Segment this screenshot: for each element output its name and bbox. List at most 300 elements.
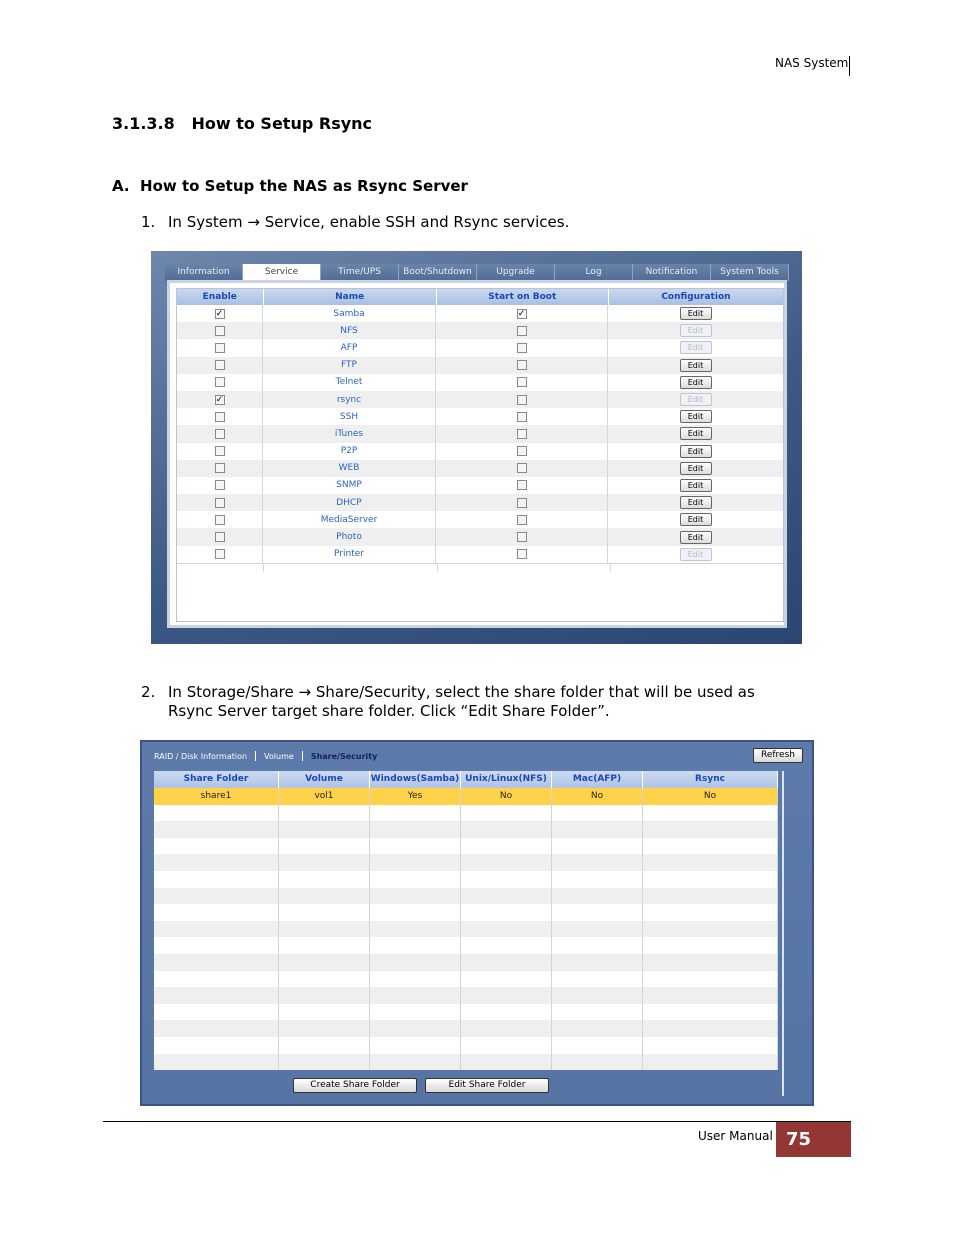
service-rows (177, 305, 783, 563)
service-name[interactable]: Printer (334, 549, 364, 560)
empty-cell (370, 1037, 461, 1054)
empty-cell (461, 871, 552, 888)
start-on-boot-checkbox[interactable] (517, 412, 527, 422)
empty-share-row (154, 1020, 778, 1037)
service-empty-row (177, 563, 783, 572)
service-name[interactable]: Samba (333, 308, 365, 319)
service-name[interactable]: iTunes (334, 428, 364, 439)
service-name[interactable]: P2P (340, 446, 358, 457)
name-cell (263, 425, 436, 442)
share-security-screenshot (140, 740, 814, 1106)
empty-cell (461, 805, 552, 822)
service-name[interactable]: DHCP (336, 497, 362, 508)
empty-cell (552, 821, 643, 838)
empty-cell (552, 987, 643, 1004)
service-name[interactable]: SNMP (336, 480, 362, 491)
empty-share-row (154, 1004, 778, 1021)
step-number: 1. (141, 213, 156, 231)
tab-notification[interactable]: Notification (633, 264, 711, 281)
boot-cell (436, 546, 608, 563)
enable-checkbox[interactable] (215, 549, 225, 559)
empty-cell (552, 1004, 643, 1021)
empty-cell (552, 871, 643, 888)
empty-cell (279, 1020, 370, 1037)
col-header-volume: Volume (279, 771, 370, 788)
empty-cell (461, 838, 552, 855)
enable-checkbox[interactable]: ✓ (215, 394, 224, 405)
empty-cell (643, 954, 778, 971)
empty-cell (279, 805, 370, 822)
empty-cell (370, 854, 461, 871)
step-text: In System → Service, enable SSH and Rsync services. (168, 213, 570, 231)
empty-cell (154, 987, 279, 1004)
empty-cell (461, 1054, 552, 1071)
empty-cell (264, 564, 438, 572)
create-share-folder-button[interactable]: Create Share Folder (293, 1078, 417, 1093)
enable-checkbox[interactable] (215, 360, 225, 370)
footer-label: User Manual (698, 1129, 773, 1143)
section-title: How to Setup Rsync (191, 114, 373, 133)
config-cell (608, 546, 783, 563)
empty-share-row (154, 954, 778, 971)
empty-cell (279, 871, 370, 888)
empty-cell (552, 971, 643, 988)
empty-cell (154, 937, 279, 954)
name-cell (263, 305, 436, 322)
empty-share-row (154, 854, 778, 871)
name-cell (263, 443, 436, 460)
boot-cell (436, 443, 608, 460)
empty-cell (461, 921, 552, 938)
service-panel (167, 280, 787, 628)
empty-cell (643, 1037, 778, 1054)
refresh-button[interactable]: Refresh (753, 748, 803, 763)
enable-cell (177, 460, 263, 477)
edit-button[interactable]: Edit (680, 479, 712, 492)
share-rows (154, 788, 778, 1070)
empty-cell (279, 854, 370, 871)
boot-cell (436, 305, 608, 322)
empty-cell (370, 805, 461, 822)
empty-cell (643, 921, 778, 938)
boot-cell (436, 322, 608, 339)
empty-cell (461, 1020, 552, 1037)
edit-button[interactable]: Edit (680, 531, 712, 544)
share-cell: No (552, 788, 643, 805)
subsection-heading (112, 177, 468, 195)
empty-cell (154, 904, 279, 921)
tab-time-ups[interactable]: Time/UPS (321, 264, 399, 281)
start-on-boot-checkbox[interactable] (517, 326, 527, 336)
enable-checkbox[interactable] (215, 498, 225, 508)
empty-cell (461, 888, 552, 905)
empty-cell (643, 987, 778, 1004)
enable-checkbox[interactable] (215, 446, 225, 456)
empty-cell (370, 971, 461, 988)
start-on-boot-checkbox[interactable] (517, 446, 527, 456)
service-name[interactable]: NFS (340, 325, 358, 336)
service-row (177, 477, 783, 494)
subtab-raid-disk-info[interactable]: RAID / Disk Information (154, 751, 248, 761)
empty-cell (154, 1054, 279, 1071)
enable-cell (177, 408, 263, 425)
empty-cell (370, 888, 461, 905)
tab-boot-shutdown[interactable]: Boot/Shutdown (399, 264, 477, 281)
enable-cell (177, 494, 263, 511)
config-cell (608, 391, 783, 408)
empty-cell (154, 971, 279, 988)
edit-button: Edit (680, 324, 712, 337)
edit-button[interactable]: Edit (680, 410, 712, 423)
boot-cell (436, 357, 608, 374)
empty-cell (279, 987, 370, 1004)
start-on-boot-checkbox[interactable] (517, 532, 527, 542)
start-on-boot-checkbox[interactable] (517, 463, 527, 473)
tab-service[interactable]: Service (243, 264, 321, 281)
service-grid-header (177, 289, 783, 305)
start-on-boot-checkbox[interactable] (517, 377, 527, 387)
empty-cell (552, 937, 643, 954)
empty-cell (154, 1004, 279, 1021)
service-row (177, 528, 783, 545)
enable-checkbox[interactable] (215, 429, 225, 439)
empty-cell (643, 1020, 778, 1037)
empty-cell (279, 1037, 370, 1054)
section-heading (112, 114, 372, 133)
service-row (177, 546, 783, 563)
empty-cell (154, 954, 279, 971)
enable-cell (177, 528, 263, 545)
edit-button[interactable]: Edit (680, 359, 712, 372)
boot-cell (436, 339, 608, 356)
enable-checkbox[interactable] (215, 326, 225, 336)
empty-cell (370, 1054, 461, 1071)
system-tab-bar (165, 264, 789, 281)
col-header-mac-afp: Mac(AFP) (552, 771, 643, 788)
empty-cell (154, 871, 279, 888)
col-header-name: Name (264, 289, 437, 305)
empty-cell (461, 821, 552, 838)
enable-cell (177, 339, 263, 356)
service-row (177, 339, 783, 356)
empty-cell (370, 954, 461, 971)
section-number: 3.1.3.8 (112, 114, 175, 133)
edit-button[interactable]: Edit (680, 376, 712, 389)
step-2 (141, 683, 801, 721)
enable-checkbox[interactable] (215, 412, 225, 422)
empty-cell (279, 954, 370, 971)
empty-cell (552, 1054, 643, 1071)
subtab-volume[interactable]: Volume (264, 751, 294, 761)
enable-checkbox[interactable] (215, 480, 225, 490)
config-cell (608, 374, 783, 391)
share-cell: share1 (154, 788, 279, 805)
edit-button[interactable]: Edit (680, 513, 712, 526)
enable-cell (177, 477, 263, 494)
enable-checkbox[interactable]: ✓ (215, 308, 224, 319)
config-cell (608, 511, 783, 528)
start-on-boot-checkbox[interactable] (517, 515, 527, 525)
service-row (177, 460, 783, 477)
name-cell (263, 339, 436, 356)
empty-cell (552, 904, 643, 921)
name-cell (263, 511, 436, 528)
empty-cell (154, 1020, 279, 1037)
start-on-boot-checkbox[interactable] (517, 480, 527, 490)
empty-share-row (154, 871, 778, 888)
service-name[interactable]: FTP (341, 360, 357, 371)
name-cell (263, 494, 436, 511)
vertical-scrollbar[interactable] (782, 771, 784, 1096)
service-grid (176, 288, 784, 622)
col-header-start-on-boot: Start on Boot (437, 289, 609, 305)
boot-cell (436, 477, 608, 494)
service-row (177, 443, 783, 460)
enable-checkbox[interactable] (215, 532, 225, 542)
edit-share-folder-button[interactable]: Edit Share Folder (425, 1078, 549, 1093)
tab-information[interactable]: Information (165, 264, 243, 281)
empty-cell (461, 954, 552, 971)
edit-button[interactable]: Edit (680, 462, 712, 475)
service-row (177, 494, 783, 511)
service-row (177, 391, 783, 408)
empty-share-row (154, 971, 778, 988)
empty-cell (154, 821, 279, 838)
empty-cell (643, 821, 778, 838)
name-cell (263, 528, 436, 545)
empty-cell (461, 1004, 552, 1021)
edit-button: Edit (680, 548, 712, 561)
tab-log[interactable]: Log (555, 264, 633, 281)
share-grid (154, 771, 778, 1067)
empty-share-row (154, 821, 778, 838)
name-cell (263, 357, 436, 374)
config-cell (608, 443, 783, 460)
tab-upgrade[interactable]: Upgrade (477, 264, 555, 281)
empty-cell (279, 1054, 370, 1071)
empty-share-row (154, 921, 778, 938)
service-name[interactable]: rsync (336, 394, 362, 405)
boot-cell (436, 391, 608, 408)
share-cell: No (461, 788, 552, 805)
share-row[interactable] (154, 788, 778, 805)
empty-share-row (154, 1037, 778, 1054)
empty-cell (279, 971, 370, 988)
config-cell (608, 339, 783, 356)
empty-share-row (154, 805, 778, 822)
empty-cell (461, 987, 552, 1004)
boot-cell (436, 494, 608, 511)
empty-cell (370, 1020, 461, 1037)
boot-cell (436, 460, 608, 477)
enable-checkbox[interactable] (215, 377, 225, 387)
empty-cell (279, 937, 370, 954)
empty-cell (370, 921, 461, 938)
boot-cell (436, 528, 608, 545)
empty-cell (552, 805, 643, 822)
empty-cell (370, 838, 461, 855)
edit-button[interactable]: Edit (680, 427, 712, 440)
empty-cell (154, 805, 279, 822)
empty-cell (279, 888, 370, 905)
empty-cell (279, 904, 370, 921)
empty-cell (177, 564, 264, 572)
col-header-rsync: Rsync (643, 771, 778, 788)
enable-cell (177, 425, 263, 442)
empty-cell (279, 921, 370, 938)
tab-system-tools[interactable]: System Tools (711, 264, 789, 281)
empty-cell (154, 854, 279, 871)
empty-share-row (154, 904, 778, 921)
start-on-boot-checkbox[interactable] (517, 429, 527, 439)
service-name[interactable]: MediaServer (320, 514, 378, 525)
share-grid-header (154, 771, 778, 788)
header-divider (849, 56, 850, 76)
boot-cell (436, 408, 608, 425)
empty-cell (370, 871, 461, 888)
name-cell (263, 408, 436, 425)
enable-cell (177, 546, 263, 563)
enable-cell (177, 305, 263, 322)
service-row (177, 425, 783, 442)
subsection-title: How to Setup the NAS as Rsync Server (140, 177, 468, 195)
config-cell (608, 357, 783, 374)
enable-cell (177, 511, 263, 528)
empty-share-row (154, 838, 778, 855)
edit-button[interactable]: Edit (680, 307, 712, 320)
start-on-boot-checkbox[interactable] (517, 549, 527, 559)
enable-cell (177, 374, 263, 391)
empty-cell (643, 838, 778, 855)
col-header-configuration: Configuration (661, 292, 731, 302)
running-header: NAS System (775, 56, 849, 70)
empty-cell (461, 904, 552, 921)
edit-button[interactable]: Edit (680, 496, 712, 509)
service-row (177, 511, 783, 528)
name-cell (263, 546, 436, 563)
start-on-boot-checkbox[interactable] (517, 395, 527, 405)
empty-cell (643, 971, 778, 988)
service-name[interactable]: SSH (339, 411, 359, 422)
empty-cell (552, 921, 643, 938)
service-name[interactable]: AFP (340, 342, 358, 353)
empty-cell (643, 805, 778, 822)
empty-cell (643, 1004, 778, 1021)
empty-cell (279, 838, 370, 855)
edit-button: Edit (680, 393, 712, 406)
empty-cell (461, 937, 552, 954)
start-on-boot-checkbox[interactable] (517, 498, 527, 508)
col-header-share-folder: Share Folder (154, 771, 279, 788)
empty-cell (643, 1054, 778, 1071)
subtab-divider (302, 751, 303, 761)
subtab-divider (255, 751, 256, 761)
empty-cell (643, 871, 778, 888)
service-row (177, 305, 783, 322)
step-text-line-2: Rsync Server target share folder. Click “Edit Share Folder”. (168, 702, 610, 720)
config-cell (608, 494, 783, 511)
boot-cell (436, 511, 608, 528)
service-name[interactable]: Telnet (335, 377, 363, 388)
empty-cell (370, 937, 461, 954)
empty-cell (279, 1004, 370, 1021)
empty-cell (461, 1037, 552, 1054)
page-number: 75 (776, 1122, 851, 1157)
empty-cell (552, 954, 643, 971)
col-header-windows-samba: Windows(Samba) (370, 771, 461, 788)
enable-checkbox[interactable] (215, 343, 225, 353)
step-text-line-1: In Storage/Share → Share/Security, select the share folder that will be used as (168, 683, 755, 701)
empty-cell (370, 821, 461, 838)
service-row (177, 374, 783, 391)
empty-cell (643, 888, 778, 905)
start-on-boot-checkbox[interactable] (517, 343, 527, 353)
empty-cell (643, 854, 778, 871)
empty-cell (461, 971, 552, 988)
empty-cell (370, 987, 461, 1004)
empty-cell (154, 921, 279, 938)
name-cell (263, 322, 436, 339)
footer-rule (103, 1121, 851, 1122)
start-on-boot-checkbox[interactable]: ✓ (517, 308, 526, 319)
empty-cell (643, 937, 778, 954)
enable-cell (177, 357, 263, 374)
subtab-share-security[interactable]: Share/Security (310, 751, 378, 761)
share-cell: vol1 (279, 788, 370, 805)
config-cell (608, 425, 783, 442)
step-1 (141, 213, 569, 231)
config-cell (608, 305, 783, 322)
service-row (177, 408, 783, 425)
enable-cell (177, 443, 263, 460)
enable-checkbox[interactable] (215, 515, 225, 525)
empty-cell (552, 854, 643, 871)
service-name[interactable]: WEB (338, 463, 360, 474)
name-cell (263, 374, 436, 391)
service-settings-screenshot (151, 251, 802, 644)
enable-checkbox[interactable] (215, 463, 225, 473)
start-on-boot-checkbox[interactable] (517, 360, 527, 370)
empty-cell (461, 854, 552, 871)
storage-subtabs (154, 751, 377, 761)
empty-cell (154, 838, 279, 855)
config-cell (608, 477, 783, 494)
empty-cell (370, 904, 461, 921)
enable-cell (177, 391, 263, 408)
name-cell (263, 391, 436, 408)
config-cell (608, 460, 783, 477)
edit-button[interactable]: Edit (680, 445, 712, 458)
boot-cell (436, 425, 608, 442)
share-cell: No (643, 788, 778, 805)
empty-cell (552, 1020, 643, 1037)
name-cell (263, 477, 436, 494)
empty-share-row (154, 987, 778, 1004)
empty-cell (552, 888, 643, 905)
empty-share-row (154, 888, 778, 905)
empty-cell (438, 564, 611, 572)
step-number: 2. (141, 683, 156, 701)
service-name[interactable]: Photo (336, 532, 362, 543)
col-header-unix-nfs: Unix/Linux(NFS) (461, 771, 552, 788)
col-header-enable: Enable (177, 289, 264, 305)
empty-cell (552, 1037, 643, 1054)
empty-share-row (154, 937, 778, 954)
enable-cell (177, 322, 263, 339)
empty-cell (370, 1004, 461, 1021)
subsection-label: A. (112, 177, 130, 195)
service-row (177, 357, 783, 374)
